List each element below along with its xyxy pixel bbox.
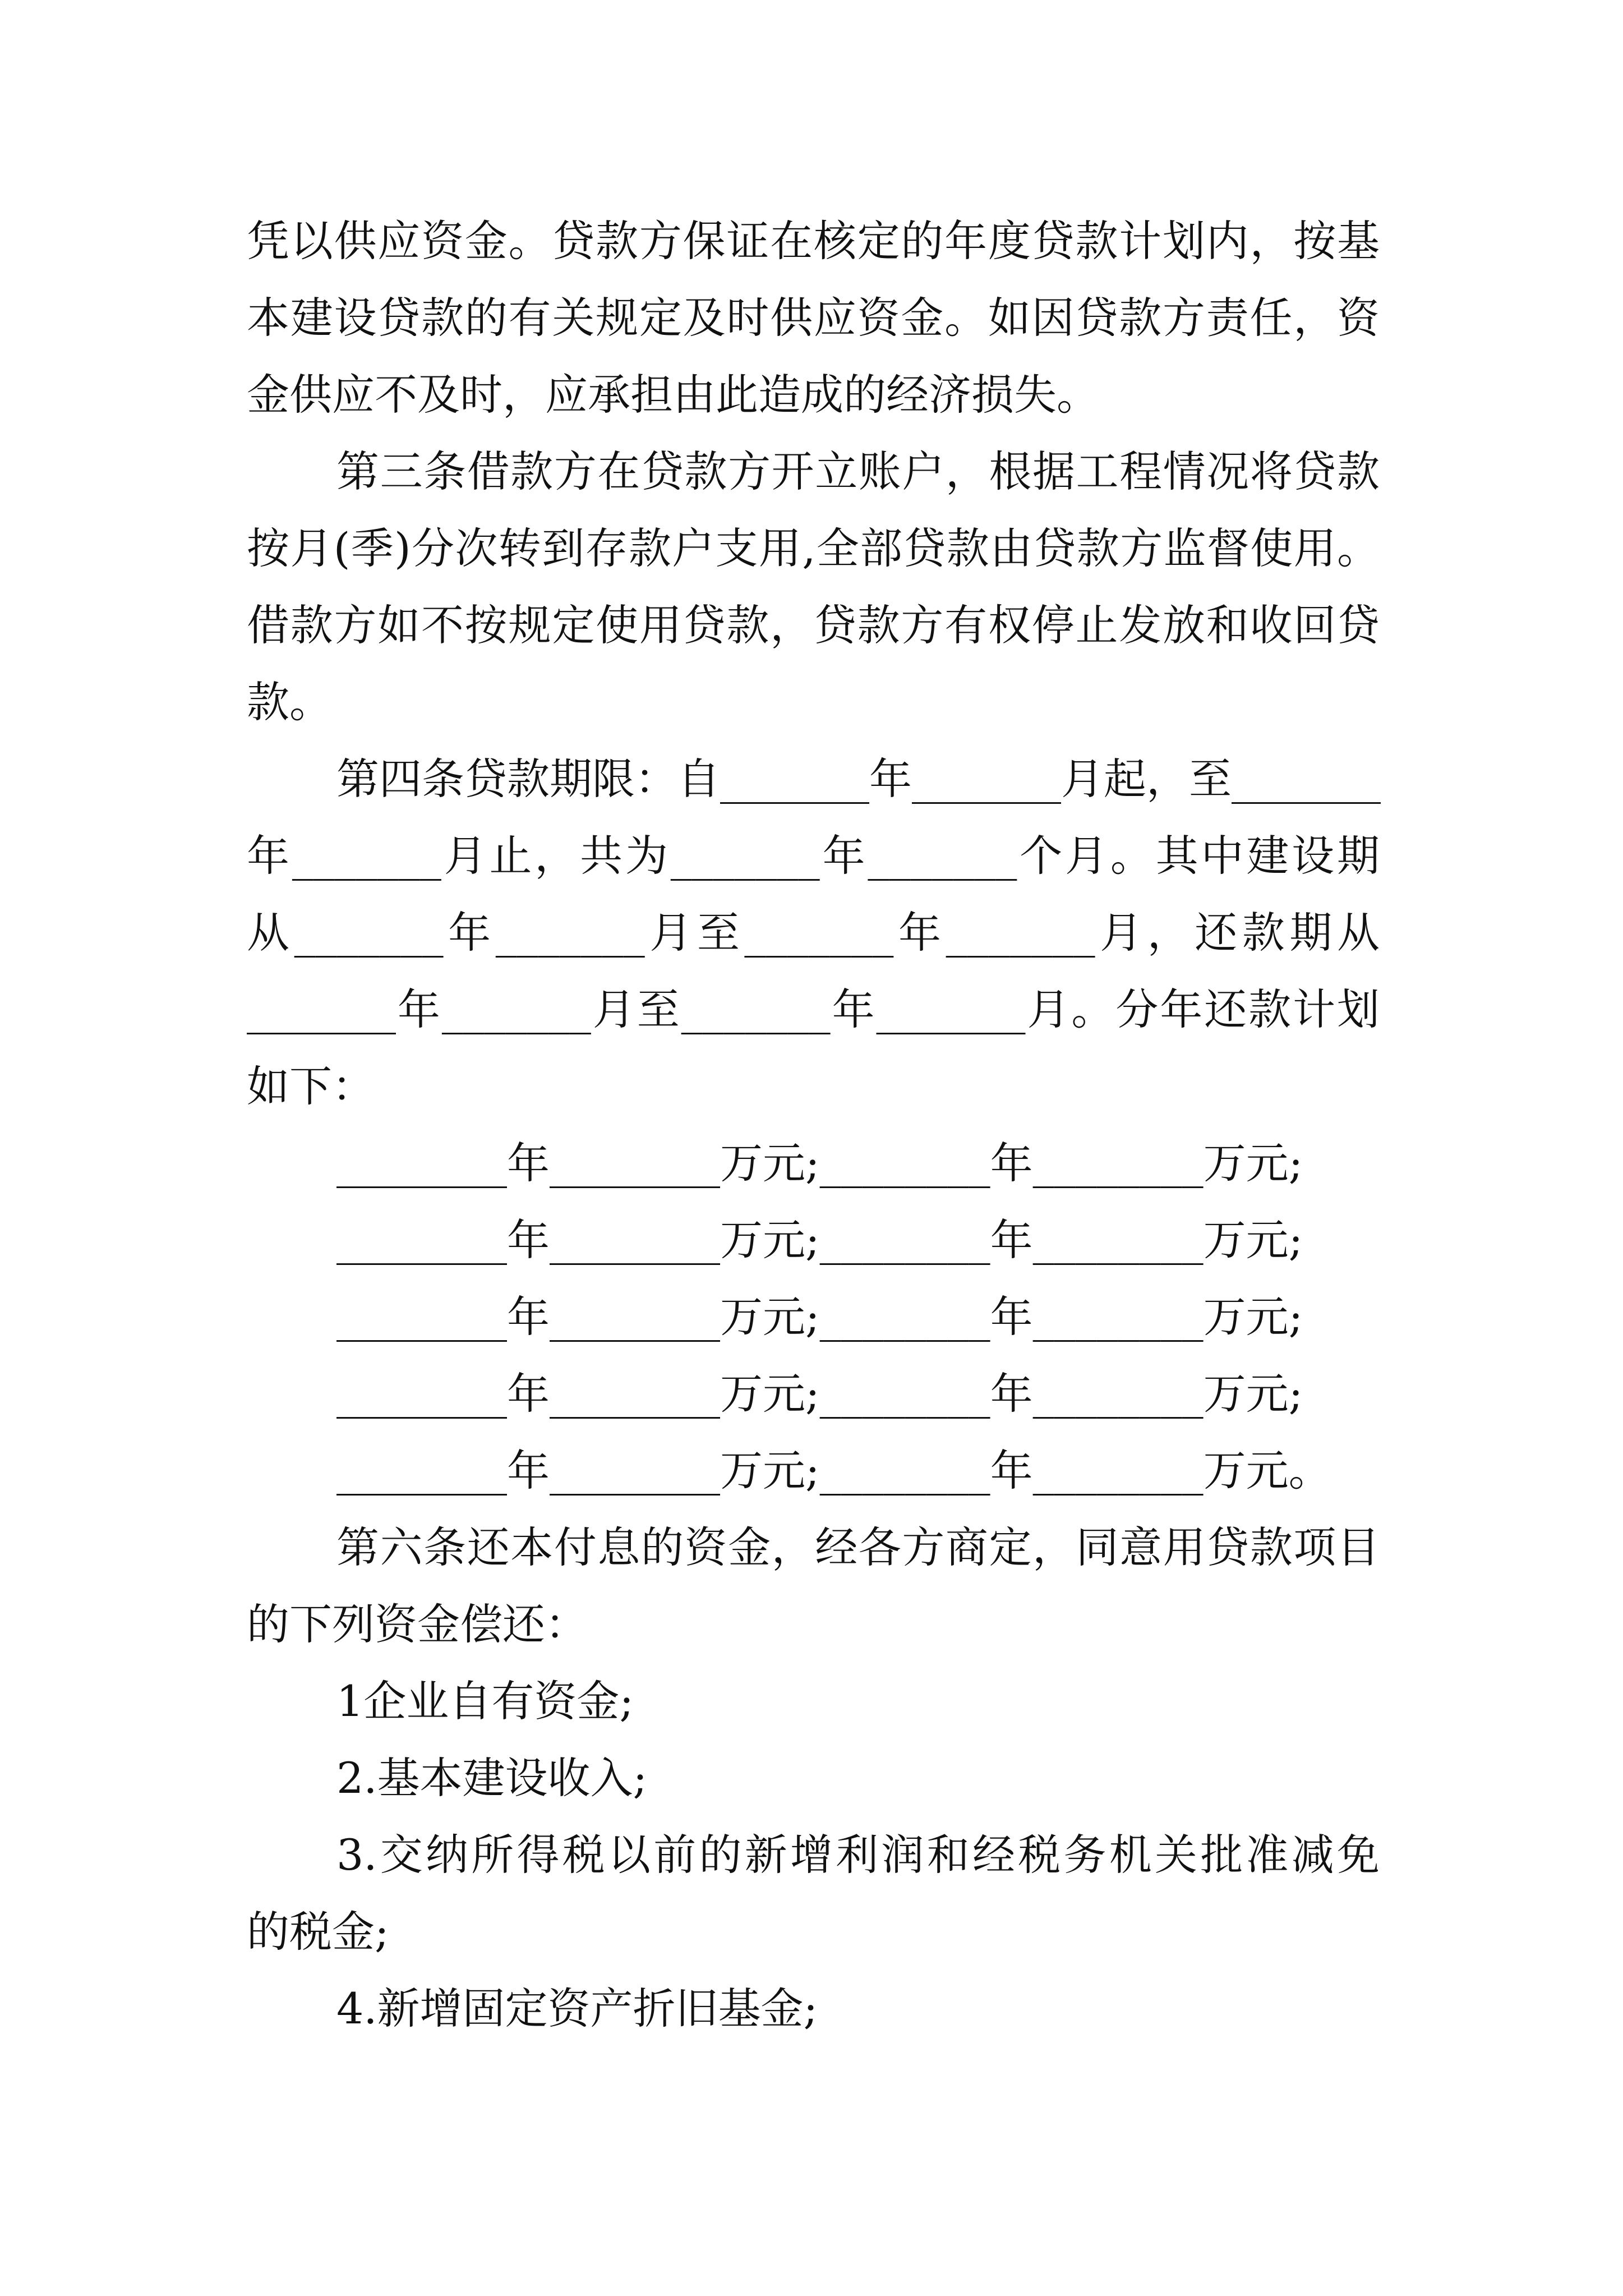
paragraph-line: 按月(季)分次转到存款户支用,全部贷款由贷款方监督使用。 [247, 523, 1380, 573]
article-4-start: 第四条贷款期限：自_______年_______月起，至_______ [336, 754, 1381, 804]
paragraph-line: _______年_______月至_______年_______月。分年还款计划 [247, 984, 1380, 1034]
paragraph-line: 借款方如不按规定使用贷款，贷款方有权停止发放和收回贷 [247, 600, 1380, 650]
paragraph-line: 的税金; [247, 1907, 389, 1957]
paragraph-line: 年_______月止，共为_______年_______个月。其中建设期 [247, 831, 1380, 881]
paragraph-line: 如下： [247, 1061, 375, 1111]
paragraph-line: 金供应不及时，应承担由此造成的经济损失。 [247, 370, 1099, 420]
list-item: 2.基本建设收入; [336, 1753, 648, 1803]
paragraph-line: 凭以供应资金。贷款方保证在核定的年度贷款计划内，按基 [247, 216, 1380, 266]
repayment-schedule-row: ________年________万元;________年________万元; [336, 1292, 1303, 1342]
article-3-start: 第三条借款方在贷款方开立账户，根据工程情况将贷款 [336, 447, 1380, 496]
paragraph-line: 本建设贷款的有关规定及时供应资金。如因贷款方责任，资 [247, 293, 1380, 343]
paragraph-line: 款。 [247, 677, 332, 727]
repayment-schedule-row: ________年________万元;________年________万元。 [336, 1446, 1331, 1496]
list-item: 1企业自有资金; [336, 1676, 634, 1726]
list-item: 3.交纳所得税以前的新增利润和经税务机关批准减免 [336, 1830, 1380, 1880]
article-6-start: 第六条还本付息的资金，经各方商定，同意用贷款项目 [336, 1522, 1380, 1572]
paragraph-line: 从_______年_______月至_______年_______月，还款期从 [247, 908, 1380, 958]
repayment-schedule-row: ________年________万元;________年________万元; [336, 1369, 1303, 1419]
repayment-schedule-row: ________年________万元;________年________万元; [336, 1138, 1303, 1188]
paragraph-line: 的下列资金偿还： [247, 1599, 588, 1649]
list-item: 4.新增固定资产折旧基金; [336, 1984, 818, 2033]
repayment-schedule-row: ________年________万元;________年________万元; [336, 1215, 1303, 1265]
